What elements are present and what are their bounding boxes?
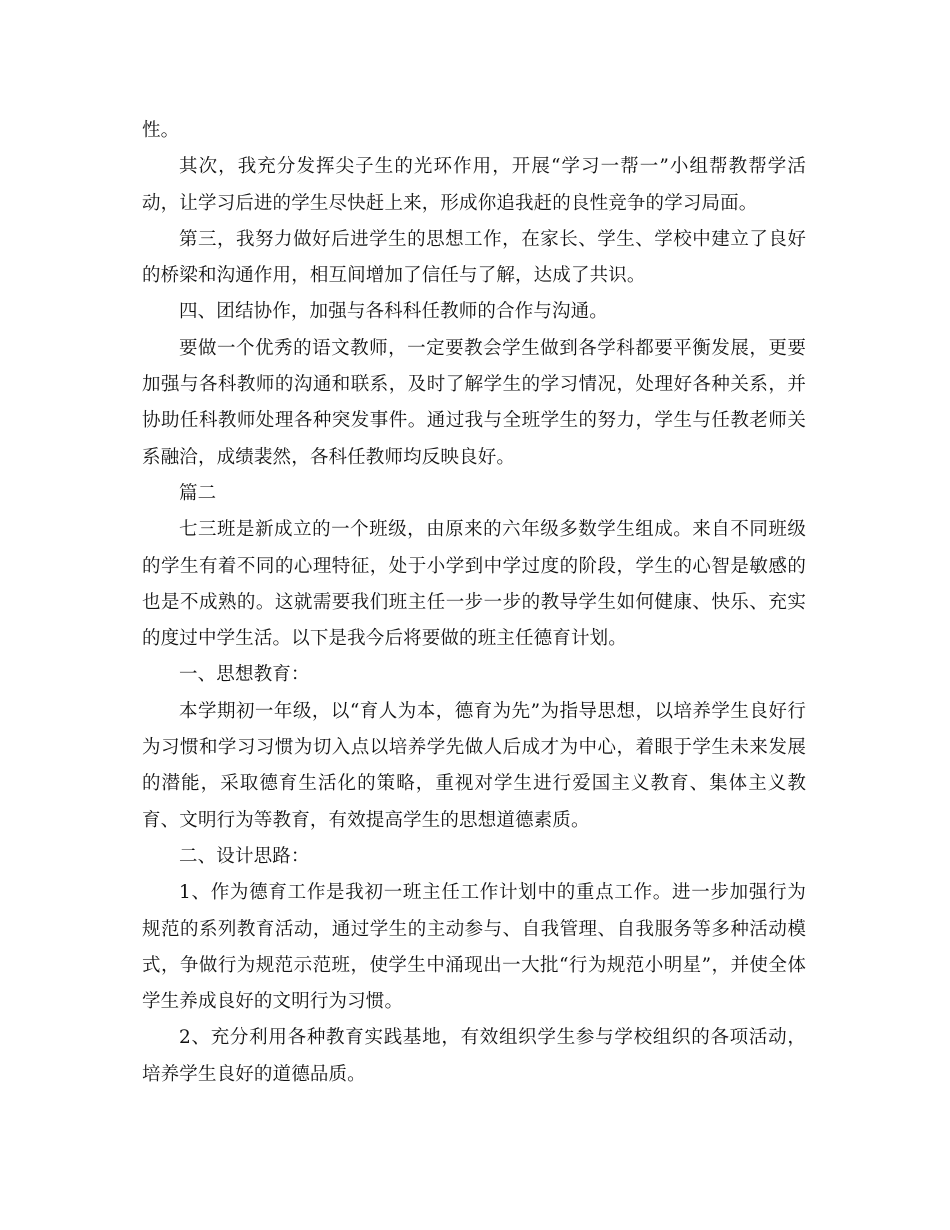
- paragraph-ideology: 本学期初一年级，以“育人为本，德育为先”为指导思想，以培养学生良好行为习惯和学习习惯为切入点以培养学先做人后成才为中心，着眼于学生未来发展的潜能，采取德育生活化的策略，重视对学生进行爱国主义教育、集体主义教育、文明行为等教育，有效提高学生的思想道德素质。: [142, 700, 806, 831]
- paragraph-thirdly: 第三，我努力做好后进学生的思想工作，在家长、学生、学校中建立了良好的桥梁和沟通作用，相互间增加了信任与了解，达成了共识。: [142, 228, 806, 287]
- paragraph-class-intro: 七三班是新成立的一个班级，由原来的六年级多数学生组成。来自不同班级的学生有着不同的心理特征，处于小学到中学过度的阶段，学生的心智是敏感的也是不成熟的。这就需要我们班主任一步一步的教导学生如何健康、快乐、充实的度过中学生活。以下是我今后将要做的班主任德育计划。: [142, 519, 806, 650]
- paragraph-design-1: 1、作为德育工作是我初一班主任工作计划中的重点工作。进一步加强行为规范的系列教育活动，通过学生的主动参与、自我管理、自我服务等多种活动模式，争做行为规范示范班，使学生中涌现出一大批“行为规范小明星”，并使全体学生养成良好的文明行为习惯。: [142, 882, 806, 1013]
- part-heading-two: 篇二: [179, 482, 217, 504]
- paragraph-continuation: 性。: [142, 120, 180, 141]
- section-heading-ideology: 一、思想教育：: [179, 664, 310, 686]
- paragraph-teamwork: 要做一个优秀的语文教师，一定要教会学生做到各学科都要平衡发展，更要加强与各科教师的沟通和联系，及时了解学生的学习情况，处理好各种关系，并协助任科教师处理各种突发事件。通过我与全班学生的努力，学生与任教老师关系融洽，成绩裴然，各科任教师均反映良好。: [142, 337, 806, 468]
- document-body: [142, 113, 806, 1093]
- section-heading-teamwork: 四、团结协作，加强与各科科任教师的合作与沟通。: [179, 301, 608, 323]
- paragraph-secondly: 其次，我充分发挥尖子生的光环作用，开展“学习一帮一”小组帮教帮学活动，让学习后进的学生尽快赶上来，形成你追我赶的良性竞争的学习局面。: [142, 156, 806, 214]
- paragraph-design-2: 2、充分利用各种教育实践基地，有效组织学生参与学校组织的各项活动，培养学生良好的道德品质。: [142, 1027, 806, 1085]
- section-heading-design: 二、设计思路：: [179, 845, 310, 867]
